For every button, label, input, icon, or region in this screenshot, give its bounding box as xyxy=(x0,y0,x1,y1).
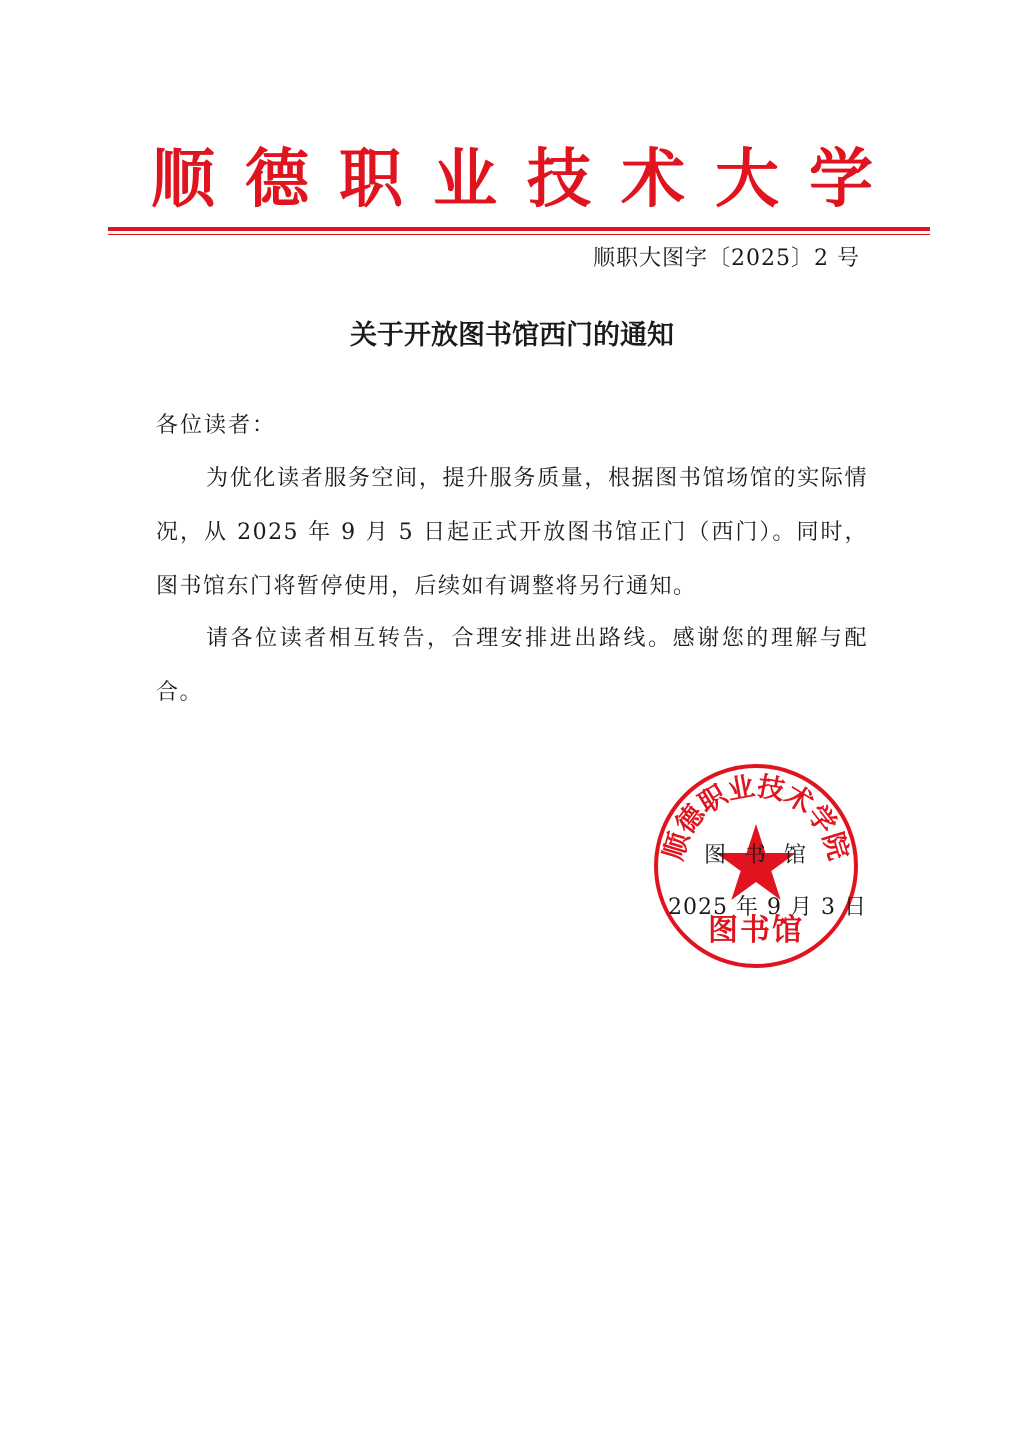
document-number: 顺职大图字〔2025〕2 号 xyxy=(593,246,860,271)
masthead-rule-thin xyxy=(108,234,930,235)
signature-org: 图书馆 xyxy=(704,843,825,868)
masthead-rule-thick xyxy=(108,227,930,231)
salutation: 各位读者： xyxy=(156,413,277,438)
seal-center-text: 图书馆 xyxy=(708,913,804,948)
institution-masthead: 顺德职业技术大学 xyxy=(151,142,903,217)
seal-ring-text: 顺德职业技术学院 xyxy=(658,771,854,864)
body-paragraph: 为优化读者服务空间，提升服务质量，根据图书馆场馆的实际情况，从 2025 年 9 月 5 日起正式开放图书馆正门（西门）。同时，图书馆东门将暂停使用，后续如有调整将另行通知。 xyxy=(156,466,868,599)
body-paragraph: 请各位读者相互转告，合理安排进出路线。感谢您的理解与配合。 xyxy=(156,626,868,705)
signature-date: 2025 年 9 月 3 日 xyxy=(668,895,867,920)
notice-title: 关于开放图书馆西门的通知 xyxy=(350,320,674,351)
